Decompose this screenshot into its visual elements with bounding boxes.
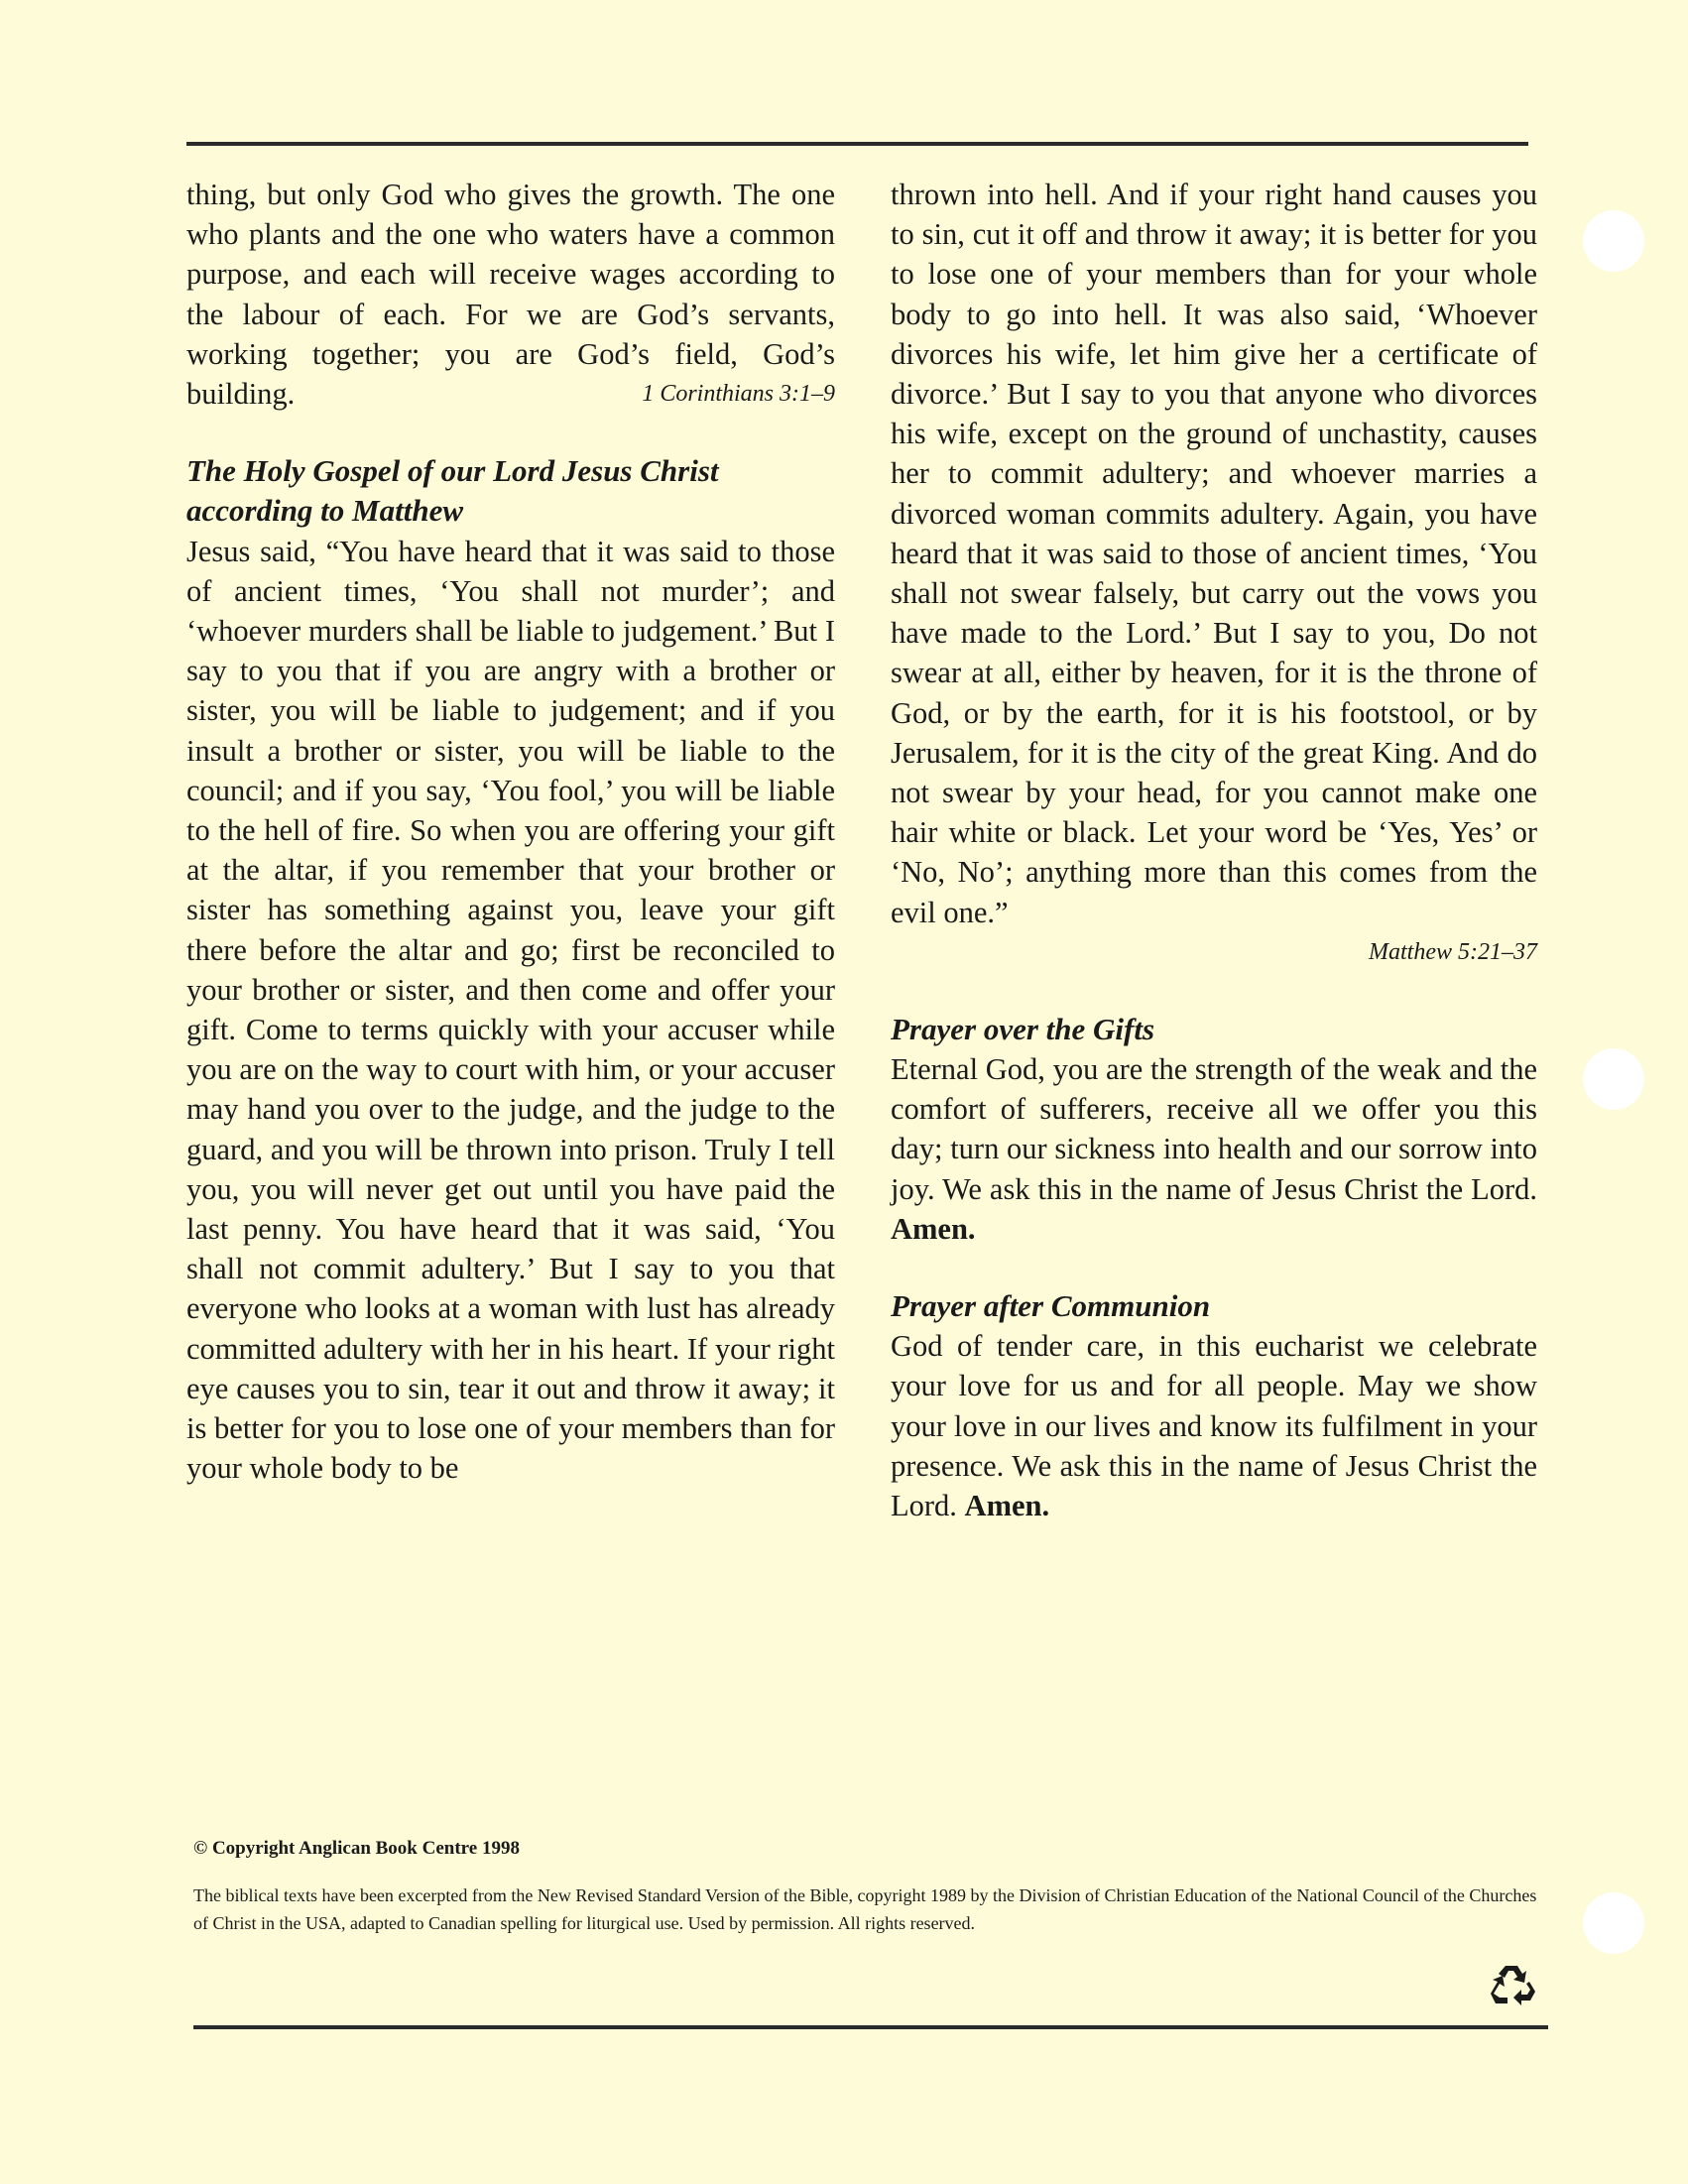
epistle-continuation-text: thing, but only God who gives the growth. The one who plants and the one who waters have a common purpose, and each will receive wages according to the labour of each. For we are God’s servants, working together; you are God’s field, God’s building. bbox=[186, 178, 835, 412]
gospel-text-part1: Jesus said, “You have heard that it was said to those of ancient times, ‘You shall not murder’; and ‘whoever murders shall be liable to judgement.’ But I say to you that if you are angry with a brother or sister, you will be liable to judgement; and if you insult a brother or sister, you will be liable to the council; and if you say, ‘You fool,’ you will be liable to the hell of fire. So when you are offering your gift at the altar, if you remember that your brother or sister has something against you, leave your gift there before the altar and go; first be reconciled to your brother or sister, and then come and offer your gift. Come to terms quickly with your accuser while you are on the way to court with him, or your accuser may hand you over to the judge, and the judge to the guard, and you will be thrown into prison. Truly I tell you, you will never get out until you have paid the last penny. You have heard that it was said, ‘You shall not commit adultery.’ But I say to you that everyone who looks at a woman with lust has already committed adultery with her in his heart. If your right eye causes you to sin, tear it out and throw it away; it is better for you to lose one of your members than for your whole body to be bbox=[186, 534, 835, 1486]
gifts-prayer-text: Eternal God, you are the strength of the weak and the comfort of sufferers, receive all we offer you this day; turn our sickness into health and our sorrow into joy. We ask this in the name of Jesus Christ the Lord. bbox=[891, 1052, 1537, 1206]
communion-prayer-text: God of tender care, in this eucharist we celebrate your love for us and for all people. May we show your love in our lives and know its fulfilment in your presence. We ask this in the name of Jesus Christ the Lord. bbox=[891, 1329, 1537, 1523]
gospel-text-part2: thrown into hell. And if your right hand causes you to sin, cut it off and throw it away; it is better for you to lose one of your members than for your whole body to go into hell. It was also said, ‘Whoever divorces his wife, let him give her a certificate of divorce.’ But I say to you that anyone who divorces his wife, except on the ground of unchastity, causes her to commit adultery; and whoever marries a divorced woman commits adultery. Again, you have heard that it was said to those of ancient times, ‘You shall not swear falsely, but carry out the vows you have made to the Lord.’ But I say to you, Do not swear at all, either by heaven, for it is the throne of God, or by the earth, for it is his footstool, or by Jerusalem, for it is the city of the great King. And do not swear by your head, for you cannot make one hair white or black. Let your word be ‘Yes, Yes’ or ‘No, No’; anything more than this comes from the evil one.” bbox=[891, 178, 1537, 929]
copyright-notice: © Copyright Anglican Book Centre 1998 bbox=[193, 1838, 520, 1859]
left-column bbox=[186, 175, 835, 1489]
punch-hole bbox=[1583, 1048, 1644, 1110]
bottom-rule bbox=[193, 2025, 1548, 2029]
gospel-heading: The Holy Gospel of our Lord Jesus Christ according to Matthew bbox=[186, 453, 719, 529]
right-column bbox=[891, 175, 1537, 1525]
recycle-icon bbox=[1488, 1962, 1537, 2007]
permission-notice: The biblical texts have been excerpted from the New Revised Standard Version of the Bible, copyright 1989 by the Division of Christian Education of the National Council of the Churches of Christ in the USA, adapted to Canadian spelling for liturgical use. Used by permission. All rights reserved. bbox=[193, 1885, 1537, 1933]
communion-heading: Prayer after Communion bbox=[891, 1288, 1211, 1324]
communion-amen: Amen. bbox=[964, 1489, 1050, 1523]
epistle-continuation bbox=[186, 175, 835, 414]
punch-hole bbox=[1583, 210, 1644, 272]
epistle-citation: 1 Corinthians 3:1–9 bbox=[642, 381, 835, 408]
gifts-amen: Amen. bbox=[891, 1211, 976, 1246]
gifts-heading: Prayer over the Gifts bbox=[891, 1011, 1155, 1046]
gospel-citation: Matthew 5:21–37 bbox=[1369, 938, 1537, 965]
punch-hole bbox=[1583, 1892, 1644, 1954]
communion-prayer bbox=[891, 1326, 1537, 1525]
gifts-prayer bbox=[891, 1049, 1537, 1249]
top-rule bbox=[186, 142, 1528, 146]
